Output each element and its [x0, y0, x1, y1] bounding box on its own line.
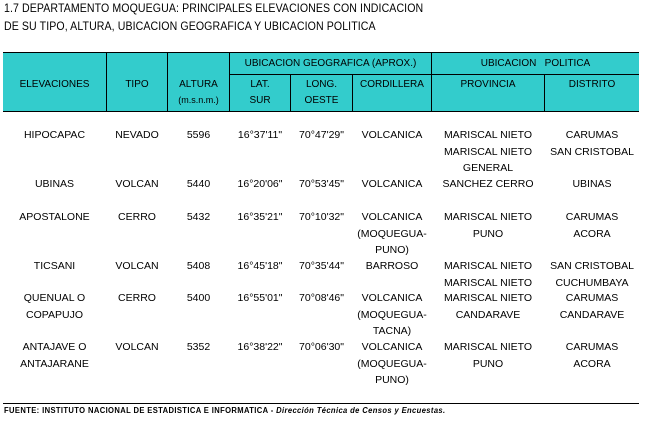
col-header-altura-unit: (m.s.n.m.)	[178, 95, 219, 105]
cell-provincia: PUNO	[472, 227, 504, 240]
col-header-tipo: TIPO	[125, 79, 149, 90]
cell-cordillera: (MOQUEGUA-	[357, 357, 427, 370]
cell-elevacion: ANTAJAVE O	[22, 341, 87, 353]
cell-lat: 16°38'22"	[237, 341, 283, 353]
cell-cordillera: VOLCANICA	[361, 178, 423, 190]
cell-cordillera: PUNO)	[375, 244, 409, 256]
cell-tipo: VOLCAN	[115, 178, 159, 190]
cell-long: 70°47'29"	[299, 129, 344, 141]
cell-cordillera: VOLCANICA	[361, 292, 423, 304]
cell-elevacion: TICSANI	[33, 260, 76, 272]
source-note-institution: FUENTE: INSTITUTO NACIONAL DE ESTADISTICA E INFORMATICA -	[4, 406, 277, 415]
cell-cordillera: BARROSO	[365, 260, 419, 272]
col-header-long-oeste: OESTE	[304, 95, 339, 106]
cell-long: 70°35'44"	[299, 260, 344, 272]
col-header-cordillera: CORDILLERA	[360, 79, 424, 90]
cell-provincia: MARISCAL NIETO	[443, 145, 533, 158]
cell-long: 70°10'32"	[299, 211, 344, 223]
cell-lat: 16°20'06"	[237, 178, 283, 190]
cell-tipo: CERRO	[118, 292, 156, 304]
col-header-lat-sur: SUR	[249, 95, 271, 106]
cell-distrito: CARUMAS	[565, 129, 619, 141]
cell-tipo: CERRO	[118, 211, 156, 223]
cell-altura: 5596	[186, 129, 211, 141]
cell-distrito: CARUMAS	[565, 211, 619, 223]
cell-distrito: CANDARAVE	[559, 308, 625, 321]
col-header-lat: LAT.	[250, 79, 270, 90]
table-title-line-2: DE SU TIPO, ALTURA, UBICACION GEOGRAFICA Y UBICACION POLITICA	[4, 21, 376, 33]
source-note	[4, 406, 446, 415]
cell-altura: 5408	[186, 260, 211, 272]
cell-provincia: PUNO	[472, 357, 504, 370]
col-header-provincia: PROVINCIA	[460, 79, 516, 90]
cell-altura: 5440	[186, 178, 211, 190]
cell-distrito: CARUMAS	[565, 341, 619, 353]
source-note-office: Dirección Técnica de Censos y Encuestas.	[276, 406, 446, 415]
cell-altura: 5432	[186, 211, 211, 223]
cell-altura: 5352	[186, 341, 211, 353]
cell-elevacion: COPAPUJO	[26, 308, 83, 321]
cell-provincia: SANCHEZ CERRO	[442, 178, 534, 190]
cell-long: 70°53'45"	[299, 178, 344, 190]
cell-provincia: MARISCAL NIETO	[443, 276, 533, 289]
cell-distrito: UBINAS	[572, 178, 612, 190]
cell-cordillera: VOLCANICA	[361, 211, 423, 223]
cell-lat: 16°55'01"	[237, 292, 283, 304]
table-title-line-1: 1.7 DEPARTAMENTO MOQUEGUA: PRINCIPALES ELEVACIONES CON INDICACION	[4, 3, 424, 15]
cell-distrito: SAN CRISTOBAL	[550, 260, 634, 272]
cell-lat: 16°37'11"	[237, 129, 283, 141]
cell-provincia: MARISCAL NIETO	[443, 292, 533, 304]
cell-cordillera: TACNA)	[372, 325, 412, 337]
cell-tipo: VOLCAN	[115, 260, 159, 272]
cell-elevacion: HIPOCAPAC	[23, 129, 86, 141]
cell-provincia: CANDARAVE	[455, 308, 521, 321]
col-header-altura: ALTURA	[179, 79, 218, 90]
cell-distrito: SAN CRISTOBAL	[550, 145, 634, 158]
cell-elevacion: QUENUAL O	[23, 292, 86, 304]
cell-provincia: MARISCAL NIETO	[443, 341, 533, 353]
cell-cordillera: (MOQUEGUA-	[357, 308, 427, 321]
cell-tipo: VOLCAN	[115, 341, 159, 353]
cell-long: 70°06'30"	[299, 341, 344, 353]
cell-provincia: MARISCAL NIETO	[443, 260, 533, 272]
cell-elevacion: APOSTALONE	[19, 211, 90, 223]
cell-elevacion: ANTAJARANE	[20, 357, 89, 370]
cell-distrito: ACORA	[573, 357, 611, 370]
cell-provincia: GENERAL	[462, 162, 514, 174]
cell-tipo: NEVADO	[115, 129, 159, 141]
cell-lat: 16°45'18"	[237, 260, 283, 272]
cell-long: 70°08'46"	[299, 292, 344, 304]
cell-cordillera: VOLCANICA	[361, 341, 423, 353]
cell-cordillera: (MOQUEGUA-	[357, 227, 427, 240]
cell-provincia: MARISCAL NIETO	[443, 211, 533, 223]
header-top-border	[3, 52, 639, 53]
cell-provincia: MARISCAL NIETO	[443, 129, 533, 141]
col-header-long: LONG.	[305, 79, 338, 90]
col-header-distrito: DISTRITO	[568, 79, 616, 90]
cell-distrito: ACORA	[573, 227, 611, 240]
table-bottom-border	[3, 403, 639, 404]
cell-distrito: CARUMAS	[565, 292, 619, 304]
col-header-elevaciones: ELEVACIONES	[19, 79, 90, 90]
cell-altura: 5400	[186, 292, 211, 304]
cell-cordillera: PUNO)	[375, 374, 409, 386]
col-group-ubicacion-politica: UBICACION POLITICA	[480, 58, 591, 69]
cell-lat: 16°35'21"	[237, 211, 283, 223]
cell-cordillera: VOLCANICA	[361, 129, 423, 141]
cell-distrito: CUCHUMBAYA	[555, 276, 629, 289]
col-group-ubicacion-geografica: UBICACION GEOGRAFICA (APROX.)	[244, 58, 417, 69]
cell-elevacion: UBINAS	[34, 178, 75, 190]
